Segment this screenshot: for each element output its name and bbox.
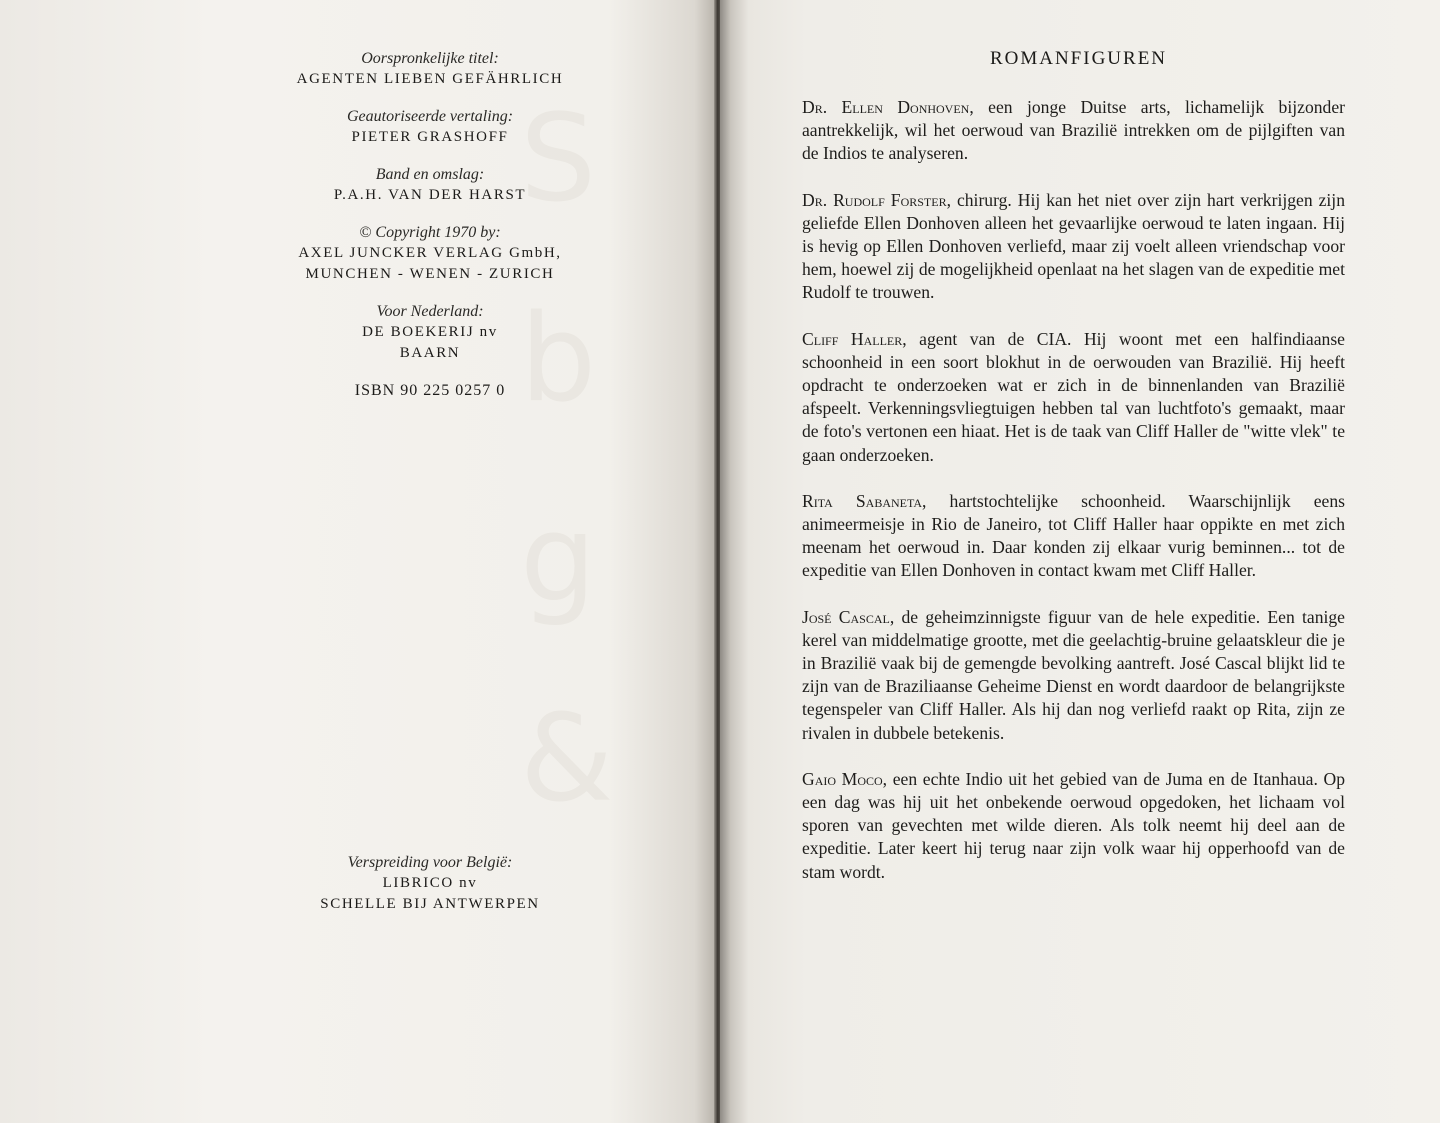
- character-description: , een jonge Duitse arts, lichamelijk bijzonder aantrekkelijk, wil het oerwoud van Brazilië intrekken om de pijlgiften van de Indios te analyseren.: [802, 97, 1345, 164]
- character-list-title: ROMANFIGUREN: [989, 48, 1168, 69]
- show-through-print: S b g &: [520, 90, 614, 829]
- colophon: [200, 48, 660, 401]
- colophon-label: Geautoriseerde vertaling:: [346, 108, 514, 125]
- colophon-value: P.A.H. VAN DER HARST: [333, 187, 527, 203]
- character-entry: [802, 328, 1345, 467]
- colophon-block-original-title: [200, 48, 660, 90]
- colophon-value: BAARN: [399, 345, 461, 361]
- colophon-value: MUNCHEN - WENEN - ZURICH: [305, 266, 555, 282]
- distribution-value: SCHELLE BIJ ANTWERPEN: [320, 896, 540, 912]
- character-entry: [802, 189, 1345, 305]
- colophon-label: Oorspronkelijke titel:: [361, 50, 499, 67]
- character-name: Cliff Haller: [802, 328, 903, 349]
- colophon-label: © Copyright 1970 by:: [359, 224, 501, 241]
- character-description: , hartstochtelijke schoonheid. Waarschijnlijk eens animeermeisje in Rio de Janeiro, tot Cliff Haller haar oppikte en met zich meenam het oerwoud in. Daar konden zij elkaar vurig beminnen... tot de expeditie van Ellen Donhoven in contact kwam met Cliff Haller.: [802, 490, 1345, 581]
- character-list: [802, 48, 1345, 907]
- colophon-label: Voor Nederland:: [376, 303, 484, 320]
- colophon-value: DE BOEKERIJ nv: [362, 324, 498, 340]
- character-entry: [802, 768, 1345, 884]
- character-name: Dr. Ellen Donhoven: [802, 97, 970, 117]
- character-name: José Cascal: [802, 606, 890, 627]
- character-entry: [802, 96, 1345, 166]
- distribution-value: LIBRICO nv: [382, 875, 478, 891]
- colophon-label: Band en omslag:: [375, 166, 485, 183]
- character-description: , chirurg. Hij kan het niet over zijn hart verkrijgen zijn geliefde Ellen Donhoven alleen het gevaarlijke oerwoud te laten ingaan. Hij is hevig op Ellen Donhoven verliefd, maar zij voelt alleen vriendschap voor hem, hoewel zij de mogelijkheid openlaat na het slagen van de expeditie met Rudolf te trouwen.: [802, 189, 1345, 303]
- colophon-block-copyright: [200, 222, 660, 285]
- character-description: , de geheimzinnigste figuur van de hele expeditie. Een tanige kerel van middelmatige grootte, met die geelachtig-bruine gelaatskleur die je in Brazilië vaak bij de gemengde bevolking aantreft. José Cascal blijkt lid te zijn van de Braziliaanse Geheime Dienst en wordt daardoor de belangrijkste tegenspeler van Cliff Haller. Als hij dan nog verliefd raakt op Rita, zijn ze rivalen in dubbele betekenis.: [802, 606, 1345, 743]
- character-description: , een echte Indio uit het gebied van de Juma en de Itanhaua. Op een dag was hij uit het onbekende oerwoud opgedoken, het lichaam vol sporen van gevechten met wilde dieren. Als tolk neemt hij deel aan de expeditie. Later keert hij terug naar zijn volk waar hij opperhoofd van de stam wordt.: [802, 768, 1345, 882]
- character-description: , agent van de CIA. Hij woont met een halfindiaanse schoonheid in een soort blokhut in de oerwouden van Brazilië. Hij heeft opdracht te onderzoeken wat er zich in de binnenlanden van Brazilië afspeelt. Verkenningsvliegtuigen hebben tal van luchtfoto's gemaakt, maar de foto's vertonen een hiaat. Het is de taak van Cliff Haller de "witte vlek" te gaan onderzoeken.: [802, 328, 1345, 465]
- character-name: Gaio Moco: [802, 768, 883, 789]
- character-entry: [802, 490, 1345, 583]
- character-name: Dr. Rudolf Forster: [802, 189, 947, 210]
- colophon-block-netherlands: [200, 301, 660, 364]
- isbn: ISBN 90 225 0257 0: [354, 382, 506, 399]
- colophon-block-translation: [200, 106, 660, 148]
- colophon-value: PIETER GRASHOFF: [351, 129, 509, 145]
- character-entry: [802, 606, 1345, 745]
- colophon-block-cover: [200, 164, 660, 206]
- character-name: Rita Sabaneta: [802, 490, 923, 511]
- distribution-block: [200, 852, 660, 915]
- left-page: [0, 0, 716, 1123]
- colophon-value: AXEL JUNCKER VERLAG GmbH,: [298, 245, 562, 261]
- colophon-value: AGENTEN LIEBEN GEFÄHRLICH: [296, 71, 564, 87]
- distribution-label: Verspreiding voor België:: [347, 854, 513, 871]
